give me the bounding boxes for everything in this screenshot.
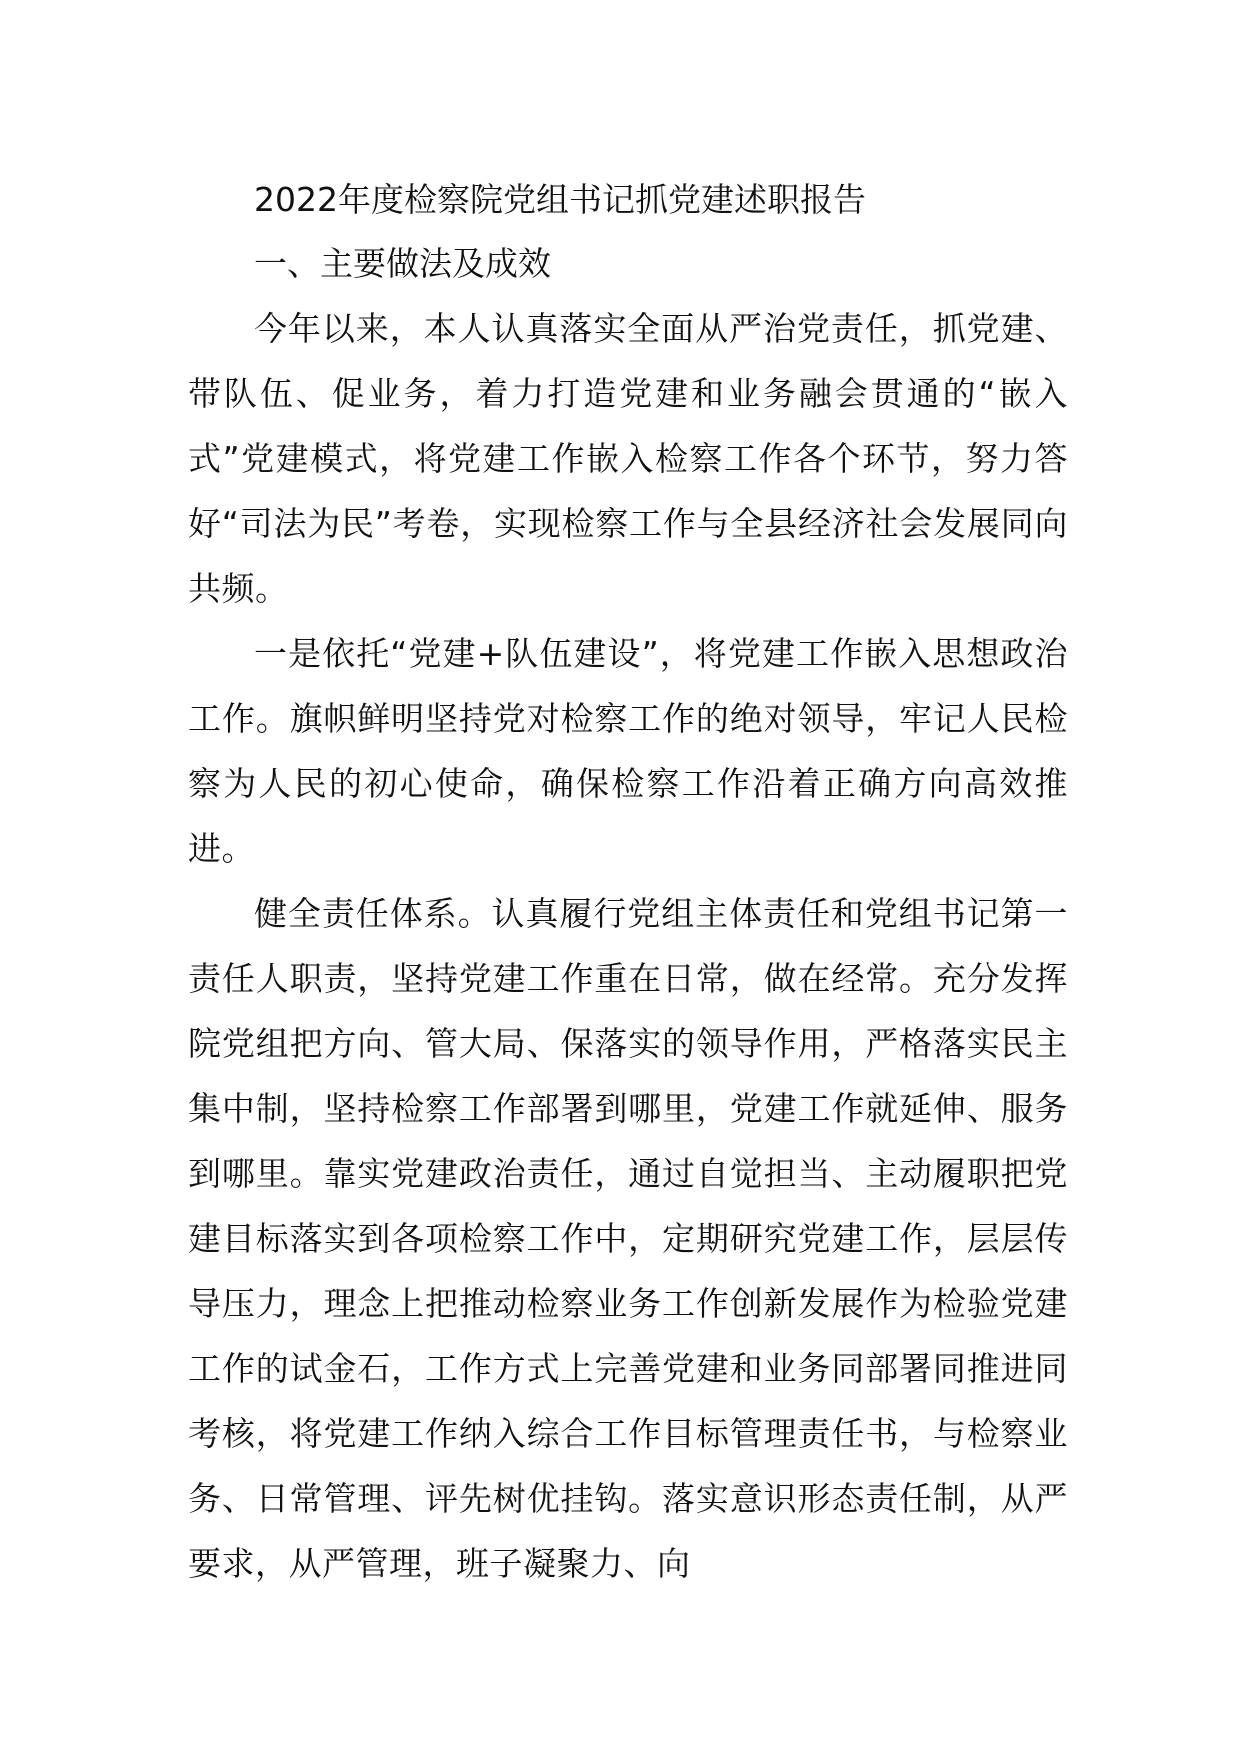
paragraph-2: 一是依托“党建+队伍建设”，将党建工作嵌入思想政治工作。旗帜鲜明坚持党对检察工作的绝对领导，牢记人民检察为人民的初心使命，确保检察工作沿着正确方向高效推进。 xyxy=(188,634,1068,868)
section-heading: 一、主要做法及成效 xyxy=(254,244,551,283)
paragraph-3: 健全责任体系。认真履行党组主体责任和党组书记第一责任人职责，坚持党建工作重在日常，做在经常。充分发挥院党组把方向、管大局、保落实的领导作用，严格落实民主集中制，坚持检察工作部署到哪里，党建工作就延伸、服务到哪里。靠实党建政治责任，通过自觉担当、主动履职把党建目标落实到各项检察工作中，定期研究党建工作，层层传导压力，理念上把推动检察业务工作创新发展作为检验党建工作的试金石，工作方式上完善党建和业务同部署同推进同考核，将党建工作纳入综合工作目标管理责任书，与检察业务、日常管理、评先树优挂钩。落实意识形态责任制，从严要求，从严管理，班子凝聚力、向 xyxy=(188,894,1068,1583)
document-title: 2022年度检察院党组书记抓党建述职报告 xyxy=(254,180,866,219)
paragraph-1: 今年以来，本人认真落实全面从严治党责任，抓党建、带队伍、促业务，着力打造党建和业务融会贯通的“嵌入式”党建模式，将党建工作嵌入检察工作各个环节，努力答好“司法为民”考卷，实现检察工作与全县经济社会发展同向共频。 xyxy=(188,309,1068,608)
document-body xyxy=(188,168,1068,1596)
